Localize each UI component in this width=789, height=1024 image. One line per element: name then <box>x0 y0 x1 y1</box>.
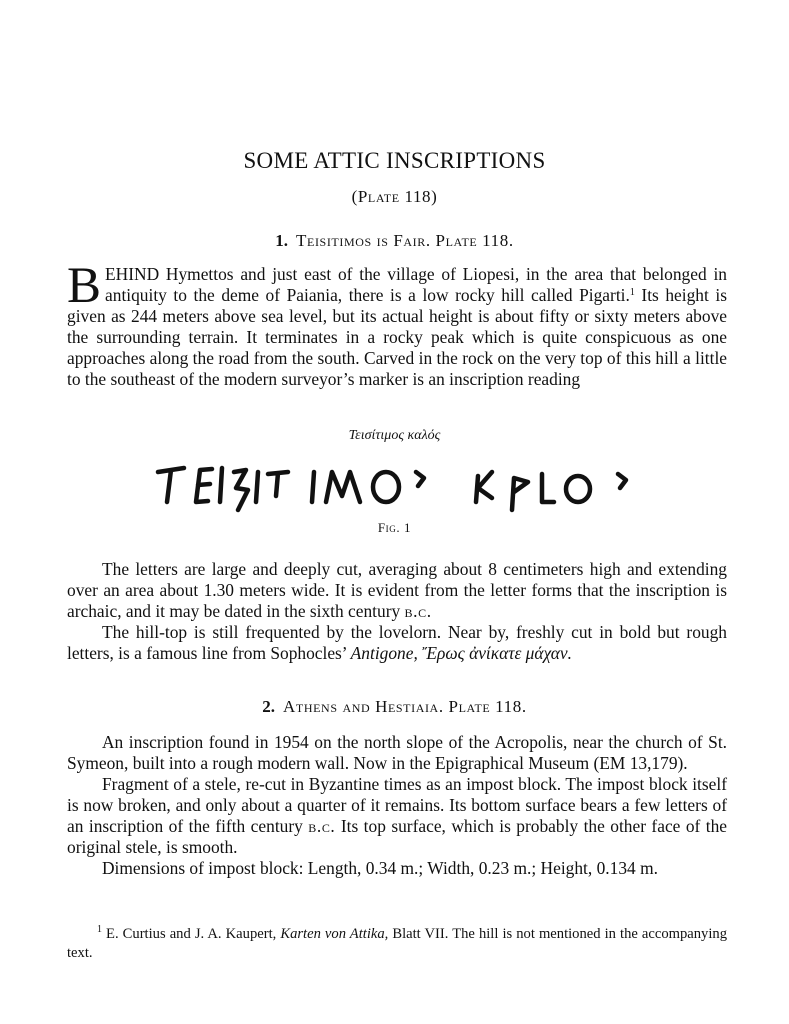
era-bc-2: b.c. <box>308 816 336 836</box>
figure-1 <box>0 458 789 514</box>
findspot-paragraph: An inscription found in 1954 on the north slope of the Acropolis, near the church of St. Symeon, built into a rough modern wall. Now in the Epigraphical Museum (EM 13,179). <box>67 732 727 773</box>
plate-reference: (Plate 118) <box>351 187 438 206</box>
section-1-title: Teisitimos is Fair. Plate 118. <box>296 231 514 250</box>
section-2-number: 2. <box>262 697 276 716</box>
footnote-marker: 1 <box>97 924 102 935</box>
section-1-intro <box>67 258 727 390</box>
intro-text: EHIND Hymettos and just east of the village of Liopesi, in the area that belonged in antiquity to the deme of Paiania, there is a low rocky hill called Pigarti. <box>105 264 727 305</box>
dimensions-paragraph: Dimensions of impost block: Length, 0.34 m.; Width, 0.23 m.; Height, 0.134 m. <box>102 858 658 878</box>
page-title: SOME ATTIC INSCRIPTIONS <box>243 148 546 173</box>
section-1-number: 1. <box>275 231 289 250</box>
section-2-title: Athens and Hestiaia. Plate 118. <box>283 697 527 716</box>
footnote-1 <box>67 925 727 963</box>
footnote-work: Karten von Attika, <box>280 926 389 942</box>
section-1-body <box>67 559 727 664</box>
letters-text: The letters are large and deeply cut, averaging about 8 centimeters high and extending over an area about 1.30 meters wide. It is evident from the letter forms that the inscription is archaic, and it may be dated in the sixth century <box>67 559 727 621</box>
era-bc: b.c. <box>404 601 432 621</box>
letters-paragraph <box>67 559 727 622</box>
section-1-heading <box>0 231 789 251</box>
greek-reading: Τεισίτιμος καλός <box>348 428 441 443</box>
intro-text-continued: Its height is given as 244 meters above sea level, but its actual height is about fifty or sixty meters above the surrounding terrain. It terminates in a rocky peak which is quite conspicuous as one approaches along the road from the south. Carved in the rock on the very top of this hill a little to the southeast of the modern surveyor’s marker is an inscription reading <box>67 285 727 389</box>
sophocles-quote: Ἔρως ἀνίκατε μάχαν. <box>422 643 572 663</box>
section-2-heading <box>0 697 789 717</box>
section-2-body <box>67 732 727 879</box>
hilltop-paragraph <box>67 622 727 664</box>
hilltop-text: The hill-top is still frequented by the lovelorn. Near by, freshly cut in bold but rough letters, is a famous line from Sophocles’ <box>67 622 727 663</box>
antigone-title: Antigone, <box>350 643 418 663</box>
footnote-text-end: Blatt VII. The hill is not mentioned in the accompanying text. <box>67 926 727 961</box>
figure-1-label: Fig. 1 <box>377 520 412 535</box>
fragment-text: Fragment of a stele, re-cut in Byzantine times as an impost block. The impost block itself is now broken, and only about a quarter of it remains. Its bottom surface bears a few letters of an inscription of the fifth century <box>67 774 727 836</box>
fragment-text-end: Its top surface, which is probably the other face of the original stele, is smooth. <box>67 816 727 857</box>
intro-paragraph <box>67 258 727 390</box>
drop-cap: B <box>67 258 102 314</box>
footnote-ref[interactable]: 1 <box>629 287 635 298</box>
inscription-drawing <box>150 458 650 514</box>
footnote-text: E. Curtius and J. A. Kaupert, <box>102 926 281 942</box>
fragment-paragraph <box>67 774 727 858</box>
